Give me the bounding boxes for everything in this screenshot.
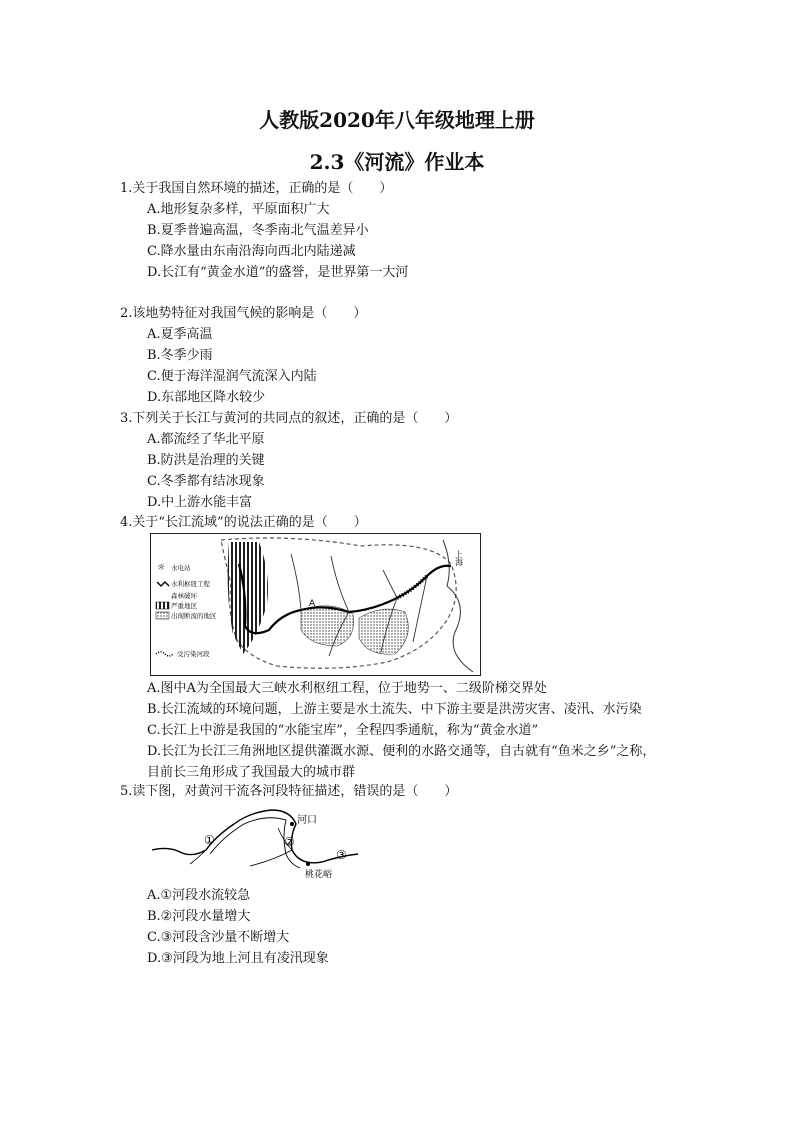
question-3-stem: 3.下列关于长江与黄河的共同点的叙述，正确的是（ ） bbox=[120, 411, 458, 426]
question-2-option-a: A.夏季高温 bbox=[147, 327, 213, 342]
legend-severe-label: 严重地区 bbox=[171, 602, 197, 610]
question-4-option-d: D.长江为长江三角洲地区提供灌溉水源、便利的水路交通等，自古就有“鱼米之乡”之称， bbox=[147, 744, 656, 759]
question-5-option-b: B.②河段水量增大 bbox=[147, 909, 251, 924]
map-label-a: A bbox=[309, 599, 316, 609]
legend-hub-label: 水利枢纽工程 bbox=[171, 580, 210, 588]
question-5-option-d: D.③河段为地上河且有凌汛现象 bbox=[147, 951, 329, 966]
map-label-section-2: ② bbox=[284, 835, 295, 849]
tributary-1 bbox=[291, 554, 301, 610]
legend-forest-label: 森林破坏 bbox=[171, 592, 197, 600]
severe-area-2 bbox=[359, 609, 408, 654]
document-title: 人教版2020年八年级地理上册 bbox=[259, 108, 535, 132]
question-1-option-d: D.长江有“黄金水道”的盛誉，是世界第一大河 bbox=[147, 265, 409, 280]
hekou-marker bbox=[290, 822, 294, 826]
question-3-option-d: D.中上游水能丰富 bbox=[147, 495, 253, 510]
tributary-2 bbox=[331, 556, 349, 612]
question-4-option-d-continued: 目前长三角形成了我国最大的城市群 bbox=[147, 765, 356, 780]
question-1-option-b: B.夏季普遍高温，冬季南北气温差异小 bbox=[147, 223, 369, 238]
yellow-river-map bbox=[150, 806, 360, 882]
legend-hydropower-label: 水电站 bbox=[171, 564, 191, 572]
question-3-option-b: B.防洪是治理的关键 bbox=[147, 453, 265, 468]
legend-hub-icon bbox=[157, 582, 169, 586]
question-1-stem: 1.关于我国自然环境的描述，正确的是（ ） bbox=[120, 181, 393, 196]
question-2-option-b: B.冬季少雨 bbox=[147, 348, 213, 363]
question-4-option-a: A.图中A为全国最大三峡水利枢纽工程，位于地势一、二级阶梯交界处 bbox=[147, 681, 547, 696]
map-label-section-3: ③ bbox=[336, 848, 347, 862]
taohuayu-marker bbox=[306, 862, 310, 866]
question-5-stem: 5.读下图，对黄河干流各河段特征描述，错误的是（ ） bbox=[120, 784, 458, 799]
forest-destruction-area bbox=[228, 542, 268, 654]
map-label-shanghai: 上海 bbox=[454, 550, 464, 566]
question-4-stem: 4.关于“长江流域”的说法正确的是（ ） bbox=[120, 515, 367, 530]
question-2-option-c: C.便于海洋湿润气流深入内陆 bbox=[147, 369, 317, 384]
legend-pollution-label: 受污染河段 bbox=[177, 650, 210, 658]
question-3-option-c: C.冬季都有结冰现象 bbox=[147, 474, 265, 489]
question-5-option-c: C.③河段含沙量不断增大 bbox=[147, 930, 290, 945]
yellow-river-mainstream bbox=[152, 810, 358, 863]
question-4-option-b: B.长江流域的环境问题，上游主要是水土流失、中下游主要是洪涝灾害、凌汛、水污染 bbox=[147, 702, 642, 717]
legend-pollution-icon bbox=[156, 652, 173, 656]
legend-cutoff-swatch bbox=[156, 612, 169, 619]
question-4-option-c: C.长江上中游是我国的“水能宝库”，全程四季通航，称为“黄金水道” bbox=[147, 723, 539, 738]
question-1-option-a: A.地形复杂多样，平原面积广大 bbox=[147, 202, 330, 217]
document-subtitle: 2.3《河流》作业本 bbox=[309, 150, 485, 174]
question-5-option-a: A.①河段水流较急 bbox=[147, 888, 251, 903]
yellow-river-tributary-1 bbox=[190, 850, 206, 864]
question-1-option-c: C.降水量由东南沿海向西北内陆递减 bbox=[147, 244, 356, 259]
legend-forest-swatch bbox=[156, 602, 169, 609]
question-2-option-d: D.东部地区降水较少 bbox=[147, 390, 266, 405]
question-2-stem: 2.该地势特征对我国气候的影响是（ ） bbox=[120, 306, 367, 321]
map-legend bbox=[156, 563, 217, 658]
map-label-hekou: 河口 bbox=[297, 815, 317, 826]
legend-cutoff-label: 出现断流的地区 bbox=[171, 612, 217, 620]
yangtze-basin-map bbox=[150, 533, 481, 676]
legend-hydropower-icon: ☼ bbox=[157, 563, 166, 573]
map-label-taohuayu: 桃花峪 bbox=[305, 870, 333, 880]
tributary-3 bbox=[383, 570, 397, 598]
question-3-option-a: A.都流经了华北平原 bbox=[147, 432, 265, 447]
map-label-section-1: ① bbox=[204, 833, 215, 847]
